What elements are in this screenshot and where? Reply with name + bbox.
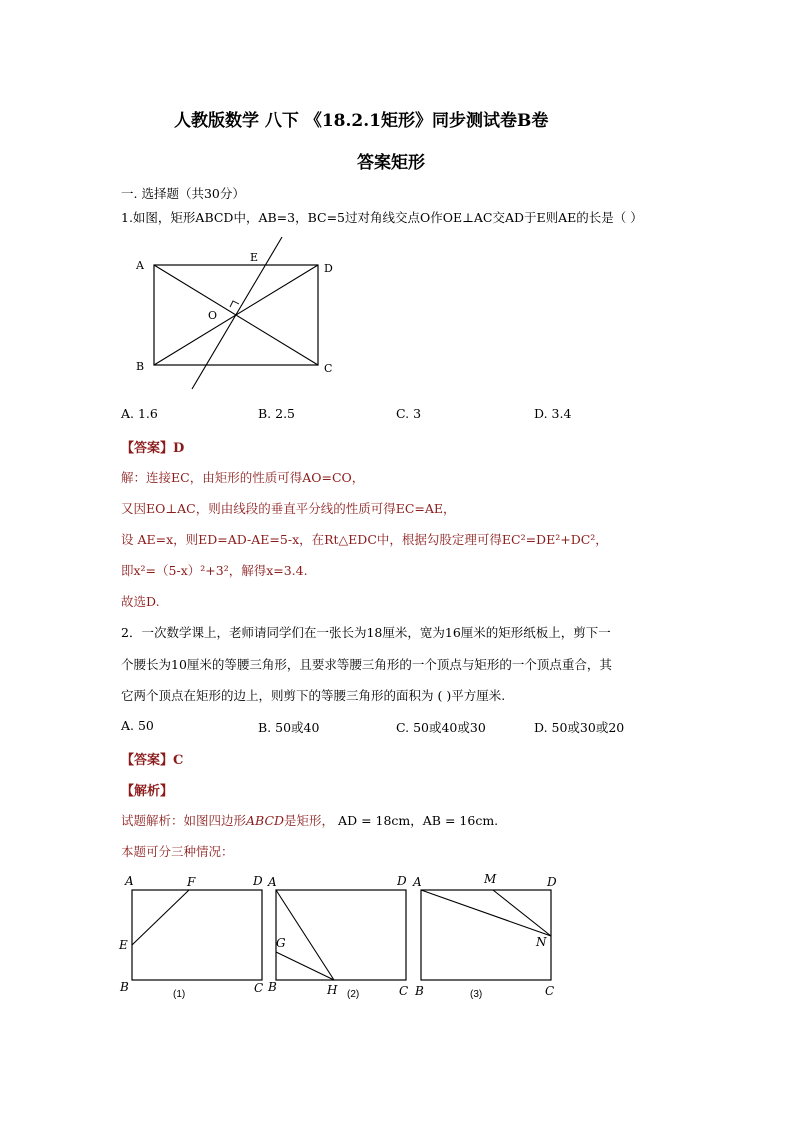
q2-option-d: D. 50或30或20 [534, 720, 625, 735]
q1-stem: 1.如图，矩形ABCD中，AB=3，BC=5过对角线交点O作OE⊥AC交AD于E则AE的长是（ ） [121, 210, 643, 225]
q1-option-c: C. 3 [396, 406, 422, 421]
fig2-label-g: G [276, 936, 286, 950]
fig1-label-d: D [253, 874, 263, 888]
label-d: D [324, 262, 333, 275]
fig2-rectangle [276, 890, 406, 980]
q2-stem-line: 它两个顶点在矩形的边上，则剪下的等腰三角形的面积为 ( )平方厘米. [121, 688, 506, 703]
label-o: O [208, 309, 218, 322]
fig1-label-a: A [125, 874, 134, 888]
fig1-rectangle [132, 890, 262, 980]
q2-analysis-suffix: 是矩形， [284, 813, 335, 828]
fig3-label-n: N [536, 935, 547, 949]
fig3-caption: (3) [470, 989, 483, 1000]
fig1-label-b: B [120, 980, 129, 994]
fig2-label-c: C [399, 984, 409, 998]
fig2-label-h: H [327, 983, 338, 997]
fig1-label-e: E [119, 938, 128, 952]
q2-stem-line: 2．一次数学课上，老师请同学们在一张长为18厘米，宽为16厘米的矩形纸板上，剪下一 [121, 625, 611, 640]
q2-option-a: A. 50 [121, 718, 154, 733]
fig3-label-m: M [484, 872, 497, 886]
q2-analysis-shape: ABCD [246, 813, 285, 828]
fig1-label-c: C [254, 981, 264, 995]
q2-option-c: C. 50或40或30 [396, 720, 486, 735]
q1-solution-line: 解：连接EC，由矩形的性质可得AO=CO， [121, 470, 365, 485]
q2-analysis-ad: AD = 18cm， [338, 813, 423, 828]
fig3-label-a: A [413, 875, 422, 889]
q1-option-b: B. 2.5 [258, 406, 296, 421]
q1-solution-line: 设 AE=x，则ED=AD-AE=5-x，在Rt△EDC中，根据勾股定理可得EC²=DE²+DC²， [121, 532, 608, 547]
page-title: 人教版数学 八下 《18.2.1矩形》同步测试卷B卷 [174, 111, 549, 131]
q2-answer: 【答案】C [121, 753, 184, 768]
fig2-caption: (2) [347, 989, 360, 1000]
q1-option-d: D. 3.4 [534, 406, 572, 421]
fig3-line-an [421, 890, 551, 936]
right-angle-mark [230, 301, 239, 307]
line-oe [192, 237, 282, 389]
q2-stem-line: 个腰长为10厘米的等腰三角形，且要求等腰三角形的一个顶点与矩形的一个顶点重合，其 [121, 657, 612, 672]
q1-answer: 【答案】D [121, 441, 185, 456]
fig1-line-ef [132, 890, 189, 945]
page-subtitle: 答案矩形 [357, 153, 425, 173]
label-c: C [324, 362, 333, 375]
fig2-label-d: D [397, 874, 407, 888]
q2-figures [115, 868, 565, 1003]
q1-solution-line: 又因EO⊥AC，则由线段的垂直平分线的性质可得EC=AE， [121, 501, 456, 516]
fig3-label-b: B [415, 984, 424, 998]
fig3-rectangle [421, 890, 551, 980]
fig3-label-d: D [547, 875, 557, 889]
q1-solution-line: 故选D. [121, 594, 160, 609]
q2-option-b: B. 50或40 [258, 720, 320, 735]
q2-analysis-ab: AB = 16cm. [422, 813, 499, 828]
label-e: E [250, 251, 259, 264]
q1-option-a: A. 1.6 [121, 406, 158, 421]
q2-analysis-label: 【解析】 [121, 784, 174, 799]
section-heading: 一. 选择题（共30分） [121, 186, 245, 201]
fig1-caption: (1) [173, 989, 186, 1000]
label-a: A [136, 259, 144, 272]
q2-analysis-line [121, 811, 498, 829]
q2-analysis-prefix: 试题解析：如图四边形 [121, 813, 247, 828]
fig3-label-c: C [545, 984, 555, 998]
fig1-label-f: F [187, 875, 196, 889]
label-b: B [136, 360, 145, 373]
q2-cases-intro: 本题可分三种情况： [121, 844, 234, 859]
fig2-label-b: B [268, 980, 277, 994]
fig3-line-mn [493, 890, 551, 936]
q1-solution-line: 即x²=（5-x）²+3²，解得x=3.4. [121, 563, 308, 578]
fig2-label-a: A [268, 875, 277, 889]
q1-figure [120, 232, 350, 397]
